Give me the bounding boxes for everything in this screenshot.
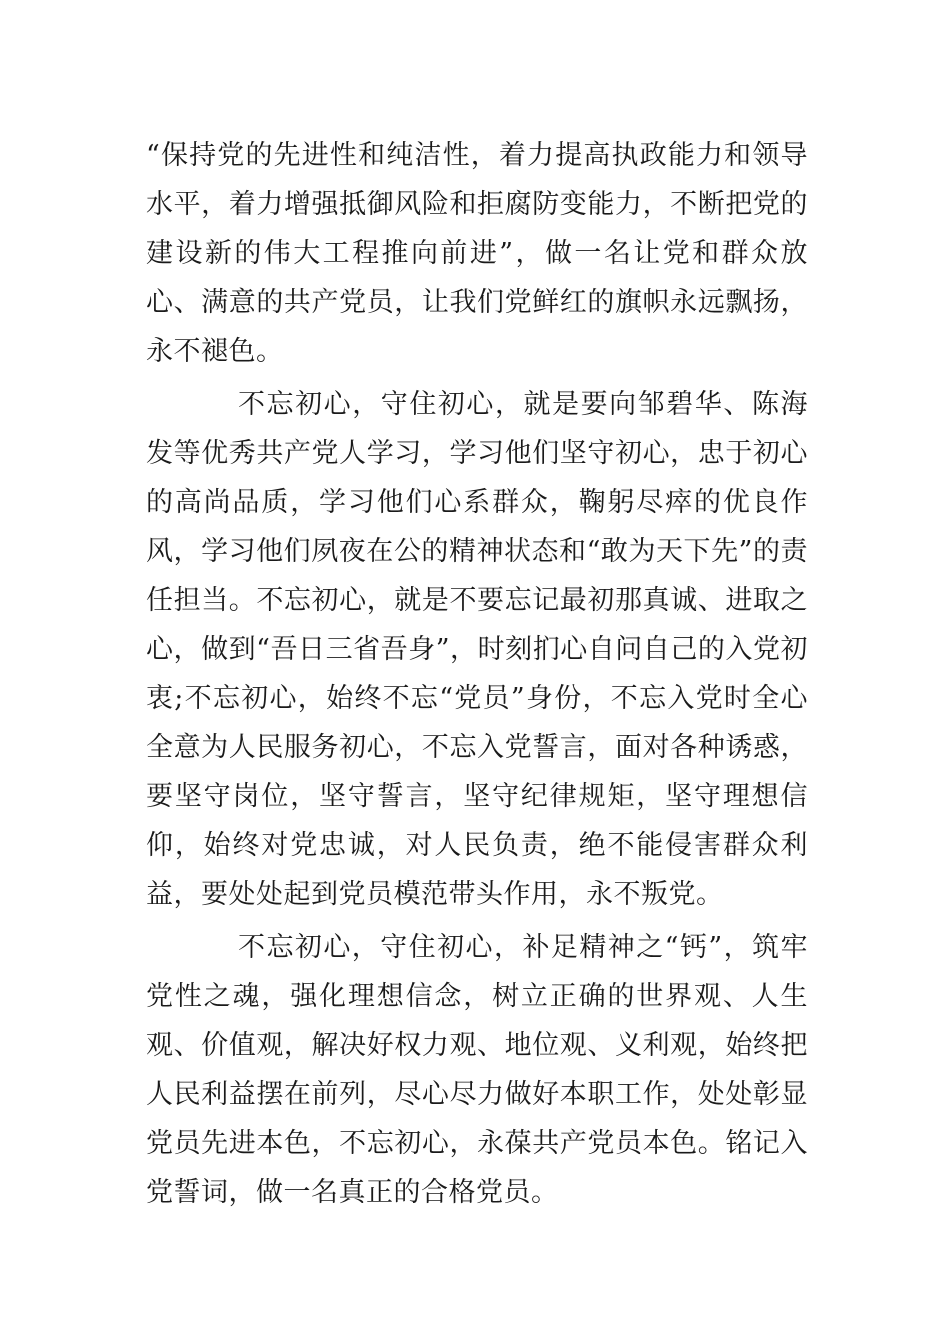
- paragraph-strengthen-spirit: 不忘初心，守住初心，补足精神之“钙”，筑牢党性之魂，强化理想信念，树立正确的世界观、人生观、价值观，解决好权力观、地位观、义利观，始终把人民利益摆在前列，尽心尽力做好本职工作，处处彰显党员先进本色，不忘初心，永葆共产党员本色。铭记入党誓词，做一名真正的合格党员。: [146, 932, 808, 1208]
- paragraph-stay-true-to-original-aspiration: 不忘初心，守住初心，就是要向邹碧华、陈海发等优秀共产党人学习，学习他们坚守初心，忠于初心的高尚品质，学习他们心系群众，鞠躬尽瘁的优良作风，学习他们夙夜在公的精神状态和“敢为天下先”的责任担当。不忘初心，就是不要忘记最初那真诚、进取之心，做到“吾日三省吾身”，时刻扪心自问自己的入党初衷;不忘初心，始终不忘“党员”身份，不忘入党时全心全意为人民服务初心，不忘入党誓言，面对各种诱惑，要坚守岗位，坚守誓言，坚守纪律规矩，坚守理想信仰，始终对党忠诚，对人民负责，绝不能侵害群众利益，要处处起到党员模范带头作用，永不叛党。: [146, 389, 808, 910]
- paragraph-continuation: “保持党的先进性和纯洁性，着力提高执政能力和领导水平，着力增强抵御风险和拒腐防变能力，不断把党的建设新的伟大工程推向前进”，做一名让党和群众放心、满意的共产党员，让我们党鲜红的旗帜永远飘扬，永不褪色。: [146, 140, 808, 367]
- document-body: [146, 131, 808, 1221]
